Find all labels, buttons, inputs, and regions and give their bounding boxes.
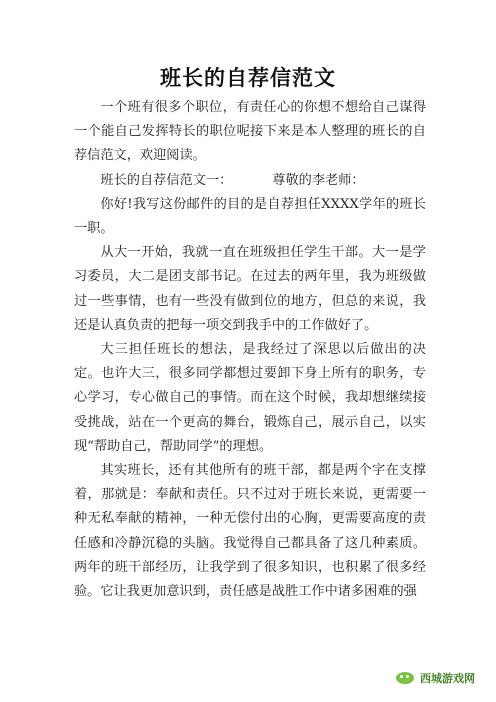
letter-heading-line <box>74 169 426 193</box>
site-watermark <box>390 666 482 690</box>
paragraph-responsibility: 其实班长，还有其他所有的班干部，都是两个字在支撑着，那就是：奉献和责任。只不过对于班长来说，更需要一种无私奉献的精神，一种无偿付出的心胸，更需要高度的责任感和冷静沉稳的头脑。我觉得自己都具备了这几种素质。两年的班干部经历，让我学到了很多知识，也积累了很多经验。它让我更加意识到，责任感是战胜工作中诸多困难的强 <box>74 463 426 600</box>
letter-heading-label: 班长的自荐信范文一： <box>100 172 233 188</box>
paragraph-experience: 从大一开始，我就一直在班级担任学生干部。大一是学习委员，大二是团支部书记。在过去的两年里，我为班级做过一些事情，也有一些没有做到位的地方，但总的来说，我还是认真负责的把每一项交到我手中的工作做好了。 <box>74 245 426 333</box>
frog-logo-icon <box>394 669 416 687</box>
watermark-text: 西城游戏网 <box>420 672 475 685</box>
letter-salutation: 尊敬的李老师： <box>272 172 365 188</box>
document-body <box>74 96 426 604</box>
document-title: 班长的自荐信范文 <box>160 66 336 90</box>
paragraph-greeting: 你好!我写这份邮件的目的是自荐担任XXXX学年的班长一职。 <box>74 196 426 237</box>
paragraph-intro: 一个班有很多个职位，有责任心的你想不想给自己谋得一个能自己发挥特长的职位呢接下来是本人整理的班长的自荐信范文，欢迎阅读。 <box>74 100 426 164</box>
paragraph-decision: 大三担任班长的想法，是我经过了深思以后做出的决定。也许大三，很多同学都想过要卸下身上所有的职务，专心学习，专心做自己的事情。而在这个时候，我却想继续接受挑战，站在一个更高的舞台，锻炼自己，展示自己，以实现“帮助自己，帮助同学”的理想。 <box>74 342 426 454</box>
